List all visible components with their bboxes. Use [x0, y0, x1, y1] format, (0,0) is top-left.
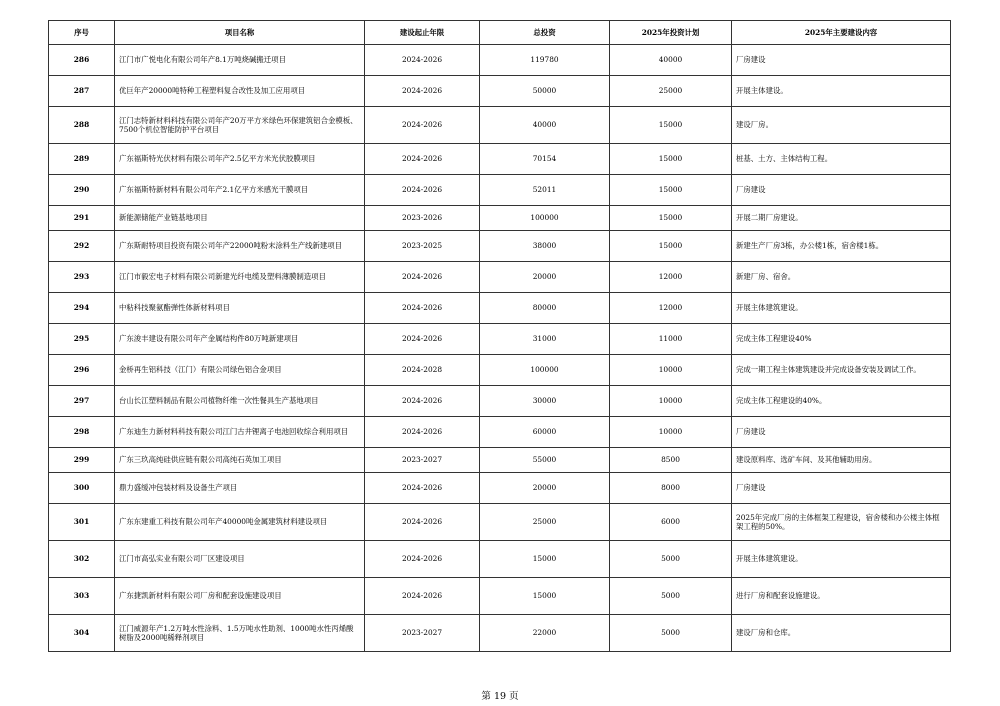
row-number: 303: [49, 578, 115, 615]
total-investment: 25000: [480, 504, 610, 541]
table-row: [49, 107, 951, 144]
plan-2025: 11000: [610, 324, 732, 355]
table-row: [49, 45, 951, 76]
project-name: 广东福斯特光伏材料有限公司年产2.5亿平方米光伏胶膜项目: [115, 144, 365, 175]
table-row: [49, 206, 951, 231]
construction-period: 2024-2026: [365, 578, 480, 615]
table-row: [49, 262, 951, 293]
project-name: 江门市毅宏电子材料有限公司新建光纤电缆及塑料薄膜制造项目: [115, 262, 365, 293]
construction-period: 2024-2026: [365, 262, 480, 293]
construction-period: 2024-2026: [365, 76, 480, 107]
total-investment: 60000: [480, 417, 610, 448]
table-row: [49, 324, 951, 355]
project-name: 江门志特新材料科技有限公司年产20万平方米绿色环保建筑铝合金模板、7500个机位智能防护平台项目: [115, 107, 365, 144]
plan-2025: 12000: [610, 293, 732, 324]
row-number: 304: [49, 615, 115, 652]
table-row: [49, 293, 951, 324]
table-row: [49, 473, 951, 504]
content-2025: 完成主体工程建设40%: [732, 324, 951, 355]
row-number: 294: [49, 293, 115, 324]
row-number: 287: [49, 76, 115, 107]
total-investment: 70154: [480, 144, 610, 175]
content-2025: 新建厂房、宿舍。: [732, 262, 951, 293]
total-investment: 20000: [480, 262, 610, 293]
table-row: [49, 144, 951, 175]
header-plan: 2025年投资计划: [610, 21, 732, 45]
total-investment: 52011: [480, 175, 610, 206]
project-name: 江门市广悦电化有限公司年产8.1万吨烧碱搬迁项目: [115, 45, 365, 76]
content-2025: 开展主体建筑建设。: [732, 541, 951, 578]
project-name: 新能源储能产业链基地项目: [115, 206, 365, 231]
construction-period: 2024-2026: [365, 386, 480, 417]
row-number: 293: [49, 262, 115, 293]
table-header-row: [49, 21, 951, 45]
content-2025: 完成一期工程主体建筑建设并完成设备安装及调试工作。: [732, 355, 951, 386]
project-name: 广东斯耐特项目投资有限公司年产22000吨粉末涂料生产线新建项目: [115, 231, 365, 262]
plan-2025: 15000: [610, 231, 732, 262]
construction-period: 2024-2026: [365, 473, 480, 504]
total-investment: 15000: [480, 541, 610, 578]
total-investment: 30000: [480, 386, 610, 417]
total-investment: 100000: [480, 355, 610, 386]
row-number: 296: [49, 355, 115, 386]
content-2025: 新建生产厂房3栋，办公楼1栋，宿舍楼1栋。: [732, 231, 951, 262]
construction-period: 2024-2026: [365, 324, 480, 355]
content-2025: 桩基、土方、主体结构工程。: [732, 144, 951, 175]
table-row: [49, 417, 951, 448]
total-investment: 31000: [480, 324, 610, 355]
content-2025: 开展主体建设。: [732, 76, 951, 107]
content-2025: 进行厂房和配套设施建设。: [732, 578, 951, 615]
plan-2025: 8000: [610, 473, 732, 504]
table-row: [49, 541, 951, 578]
row-number: 300: [49, 473, 115, 504]
plan-2025: 5000: [610, 578, 732, 615]
project-name: 中粘科技聚氨酯弹性体新材料项目: [115, 293, 365, 324]
table-row: [49, 386, 951, 417]
table-row: [49, 578, 951, 615]
project-name: 优巨年产20000吨特种工程塑料复合改性及加工应用项目: [115, 76, 365, 107]
project-name: 台山长江塑料制品有限公司植物纤维一次性餐具生产基地项目: [115, 386, 365, 417]
row-number: 299: [49, 448, 115, 473]
project-name: 江门威源年产1.2万吨水性涂料、1.5万吨水性助剂、1000吨水性丙烯酸树脂及2000吨稀释剂项目: [115, 615, 365, 652]
construction-period: 2023-2025: [365, 231, 480, 262]
content-2025: 厂房建设: [732, 417, 951, 448]
total-investment: 15000: [480, 578, 610, 615]
total-investment: 55000: [480, 448, 610, 473]
content-2025: 完成主体工程建设的40%。: [732, 386, 951, 417]
row-number: 286: [49, 45, 115, 76]
row-number: 292: [49, 231, 115, 262]
plan-2025: 10000: [610, 355, 732, 386]
project-name: 广东三玖高纯硅供应链有限公司高纯石英加工项目: [115, 448, 365, 473]
content-2025: 开展二期厂房建设。: [732, 206, 951, 231]
plan-2025: 5000: [610, 541, 732, 578]
construction-period: 2023-2027: [365, 615, 480, 652]
project-name: 广东捷凯新材料有限公司厂房和配套设施建设项目: [115, 578, 365, 615]
row-number: 298: [49, 417, 115, 448]
header-name: 项目名称: [115, 21, 365, 45]
row-number: 301: [49, 504, 115, 541]
plan-2025: 6000: [610, 504, 732, 541]
content-2025: 开展主体建筑建设。: [732, 293, 951, 324]
construction-period: 2024-2026: [365, 45, 480, 76]
header-period: 建设起止年限: [365, 21, 480, 45]
construction-period: 2024-2026: [365, 293, 480, 324]
plan-2025: 15000: [610, 175, 732, 206]
total-investment: 20000: [480, 473, 610, 504]
content-2025: 2025年完成厂房的主体框架工程建设，宿舍楼和办公楼主体框架工程的50%。: [732, 504, 951, 541]
plan-2025: 25000: [610, 76, 732, 107]
plan-2025: 15000: [610, 206, 732, 231]
total-investment: 38000: [480, 231, 610, 262]
construction-period: 2024-2026: [365, 417, 480, 448]
header-total: 总投资: [480, 21, 610, 45]
content-2025: 建设厂房和仓库。: [732, 615, 951, 652]
construction-period: 2024-2026: [365, 504, 480, 541]
plan-2025: 10000: [610, 386, 732, 417]
project-name: 广东福斯特新材料有限公司年产2.1亿平方米感光干膜项目: [115, 175, 365, 206]
row-number: 297: [49, 386, 115, 417]
total-investment: 22000: [480, 615, 610, 652]
project-name: 广东迪生力新材料科技有限公司江门古井锂离子电池回收综合利用项目: [115, 417, 365, 448]
content-2025: 建设原料库、选矿车间、及其他辅助用房。: [732, 448, 951, 473]
row-number: 295: [49, 324, 115, 355]
total-investment: 40000: [480, 107, 610, 144]
plan-2025: 10000: [610, 417, 732, 448]
plan-2025: 5000: [610, 615, 732, 652]
content-2025: 厂房建设: [732, 45, 951, 76]
plan-2025: 40000: [610, 45, 732, 76]
plan-2025: 8500: [610, 448, 732, 473]
row-number: 291: [49, 206, 115, 231]
table-body: [49, 45, 951, 652]
table-row: [49, 504, 951, 541]
construction-period: 2024-2028: [365, 355, 480, 386]
header-content: 2025年主要建设内容: [732, 21, 951, 45]
total-investment: 100000: [480, 206, 610, 231]
row-number: 290: [49, 175, 115, 206]
header-no: 序号: [49, 21, 115, 45]
plan-2025: 12000: [610, 262, 732, 293]
table-row: [49, 175, 951, 206]
project-name: 广东浚丰建设有限公司年产金属结构件80万吨新建项目: [115, 324, 365, 355]
project-name: 鼎力盛缓冲包装材料及设备生产项目: [115, 473, 365, 504]
table-row: [49, 355, 951, 386]
construction-period: 2024-2026: [365, 541, 480, 578]
plan-2025: 15000: [610, 144, 732, 175]
table-row: [49, 76, 951, 107]
construction-period: 2024-2026: [365, 107, 480, 144]
table-row: [49, 448, 951, 473]
construction-period: 2023-2026: [365, 206, 480, 231]
row-number: 288: [49, 107, 115, 144]
row-number: 302: [49, 541, 115, 578]
total-investment: 50000: [480, 76, 610, 107]
project-table: [48, 20, 951, 652]
content-2025: 厂房建设: [732, 473, 951, 504]
table-row: [49, 231, 951, 262]
total-investment: 119780: [480, 45, 610, 76]
content-2025: 厂房建设: [732, 175, 951, 206]
content-2025: 建设厂房。: [732, 107, 951, 144]
construction-period: 2024-2026: [365, 144, 480, 175]
construction-period: 2023-2027: [365, 448, 480, 473]
project-name: 江门市高弘实业有限公司厂区建设项目: [115, 541, 365, 578]
construction-period: 2024-2026: [365, 175, 480, 206]
plan-2025: 15000: [610, 107, 732, 144]
project-name: 广东东建重工科技有限公司年产40000吨金属建筑材料建设项目: [115, 504, 365, 541]
row-number: 289: [49, 144, 115, 175]
total-investment: 80000: [480, 293, 610, 324]
project-name: 金桥再生铝科技（江门）有限公司绿色铝合金项目: [115, 355, 365, 386]
page-number: 第 19 页: [481, 691, 519, 702]
table-row: [49, 615, 951, 652]
